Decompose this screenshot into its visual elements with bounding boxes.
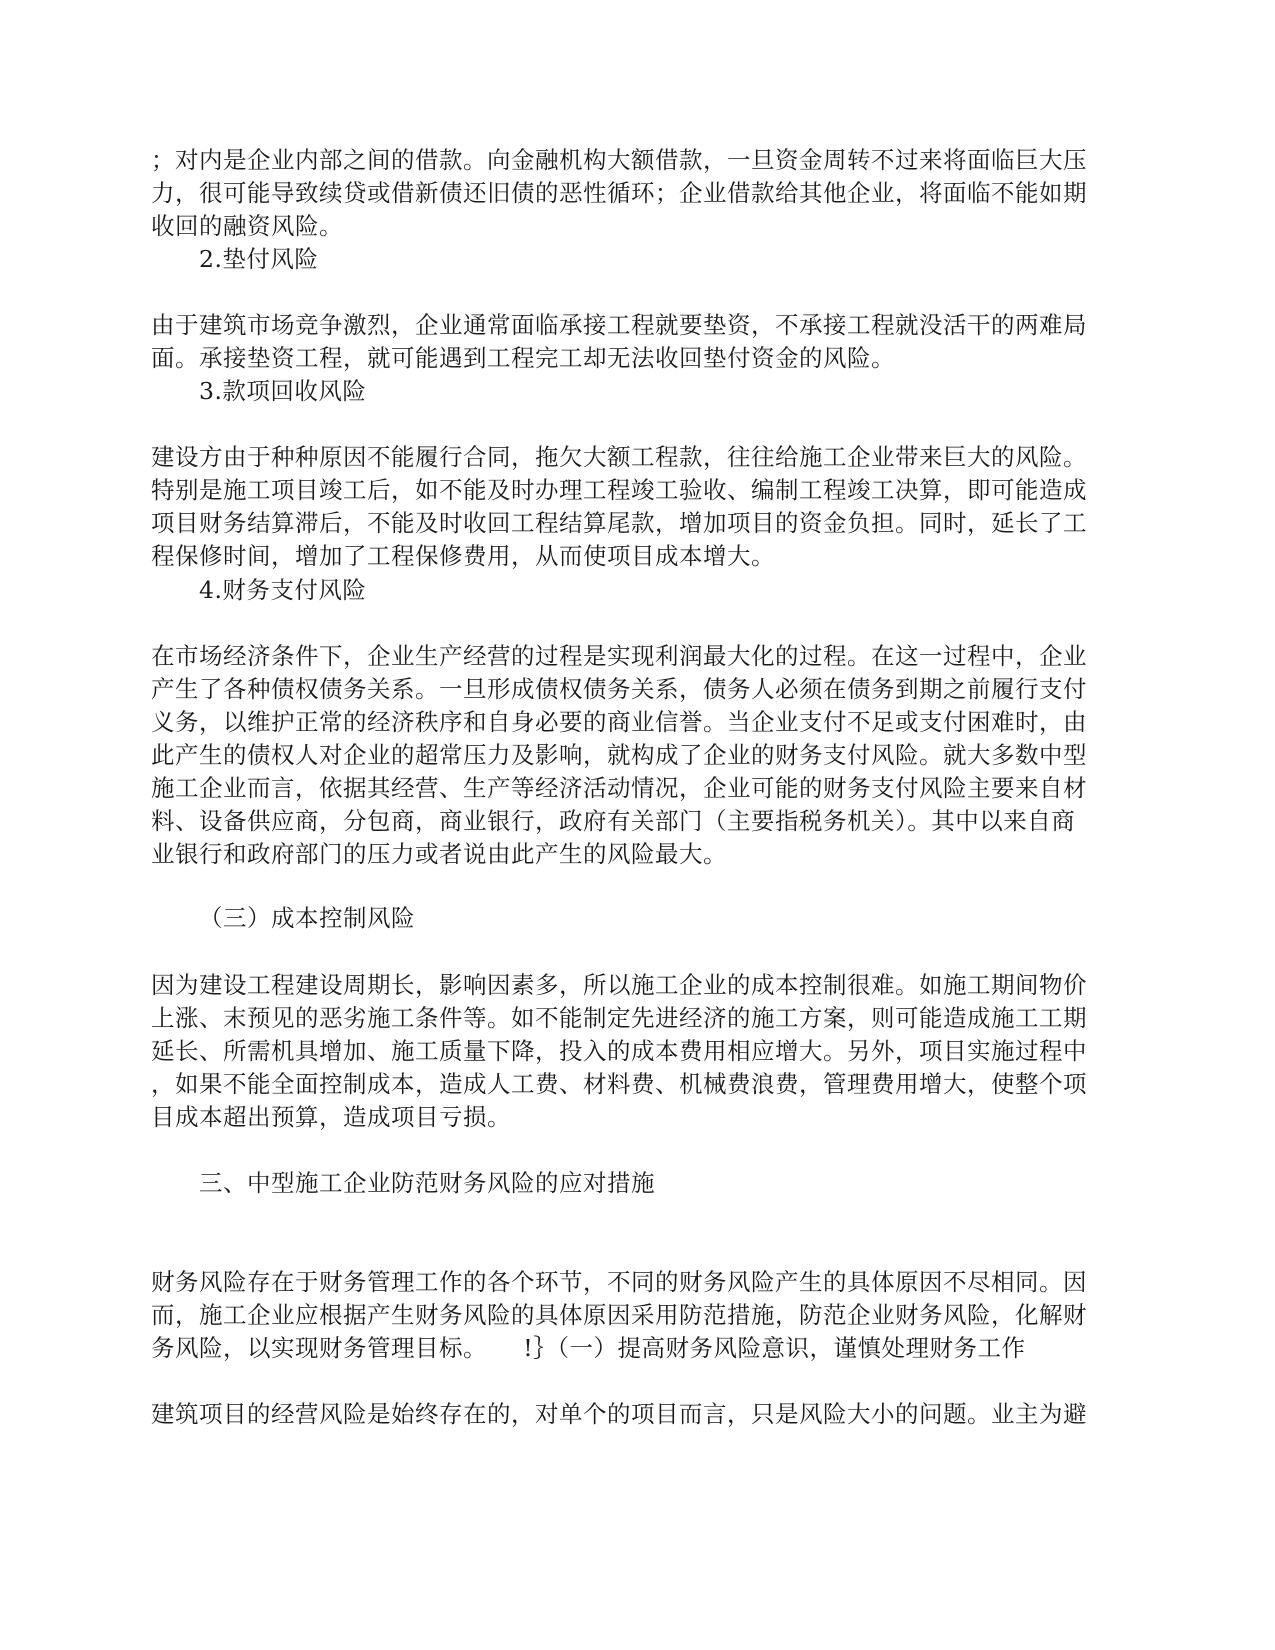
text-line: 延长、所需机具增加、施工质量下降，投入的成本费用相应增大。另外，项目实施过程中 <box>151 1037 1087 1065</box>
heading-payment-risk: 4.财务支付风险 <box>199 576 367 604</box>
paragraph-cost-control-risk <box>151 969 1131 1134</box>
text-line: 建设方由于种种原因不能履行合同，拖欠大额工程款，往往给施工企业带来巨大的风险。 <box>151 443 1087 471</box>
text-line: 特别是施工项目竣工后，如不能及时办理工程竣工验收、编制工程竣工决算，即可能造成 <box>151 476 1087 504</box>
paragraph-collection-risk <box>151 441 1131 573</box>
text-line: 此产生的债权人对企业的超常压力及影响，就构成了企业的财务支付风险。就大多数中型 <box>151 741 1087 769</box>
heading-section-countermeasures: 三、中型施工企业防范财务风险的应对措施 <box>199 1169 655 1197</box>
text-line: 建筑项目的经营风险是始终存在的，对单个的项目而言，只是风险大小的问题。业主为避 <box>151 1400 1087 1428</box>
paragraph-payment-risk <box>151 640 1131 871</box>
text-line: 力，很可能导致续贷或借新债还旧债的恶性循环；企业借款给其他企业，将面临不能如期 <box>151 179 1087 207</box>
heading-advance-payment-risk: 2.垫付风险 <box>199 245 319 273</box>
text-line: 面。承接垫资工程，就可能遇到工程完工却无法收回垫付资金的风险。 <box>151 344 895 372</box>
text-line: 项目财务结算滞后，不能及时收回工程结算尾款，增加项目的资金负担。同时，延长了工 <box>151 509 1087 537</box>
text-line: 收回的融资风险。 <box>151 212 343 240</box>
text-line: 产生了各种债权债务关系。一旦形成债权债务关系，债务人必须在债务到期之前履行支付 <box>151 675 1087 703</box>
text-line: 因为建设工程建设周期长，影响因素多，所以施工企业的成本控制很难。如施工期间物价 <box>151 971 1087 999</box>
text-line: 务风险，以实现财务管理目标。 !｝（一）提高财务风险意识，谨慎处理财务工作 <box>151 1334 1026 1362</box>
paragraph-financing-risk-continued <box>151 144 1131 243</box>
text-line: ，如果不能全面控制成本，造成人工费、材料费、机械费浪费，管理费用增大，使整个项 <box>151 1070 1087 1098</box>
text-line: 料、设备供应商，分包商，商业银行，政府有关部门（主要指税务机关）。其中以来自商 <box>151 807 1076 835</box>
text-line: 程保修时间，增加了工程保修费用，从而使项目成本增大。 <box>151 542 775 570</box>
paragraph-advance-payment-risk <box>151 309 1131 375</box>
heading-collection-risk: 3.款项回收风险 <box>199 377 367 405</box>
paragraph-countermeasures-intro <box>151 1266 1131 1365</box>
text-line: 财务风险存在于财务管理工作的各个环节，不同的财务风险产生的具体原因不尽相同。因 <box>151 1268 1087 1296</box>
text-line: 施工企业而言，依据其经营、生产等经济活动情况，企业可能的财务支付风险主要来自材 <box>151 774 1087 802</box>
text-line: 而，施工企业应根据产生财务风险的具体原因采用防范措施，防范企业财务风险，化解财 <box>151 1301 1087 1329</box>
heading-cost-control-risk: （三）成本控制风险 <box>199 904 415 932</box>
text-line: 上涨、末预见的恶劣施工条件等。如不能制定先进经济的施工方案，则可能造成施工工期 <box>151 1004 1087 1032</box>
text-line: ；对内是企业内部之间的借款。向金融机构大额借款，一旦资金周转不过来将面临巨大压 <box>151 146 1087 174</box>
text-line: 在市场经济条件下，企业生产经营的过程是实现利润最大化的过程。在这一过程中，企业 <box>151 642 1087 670</box>
paragraph-operating-risk <box>151 1398 1131 1431</box>
text-line: 目成本超出预算，造成项目亏损。 <box>151 1103 511 1131</box>
text-line: 义务，以维护正常的经济秩序和自身必要的商业信誉。当企业支付不足或支付困难时，由 <box>151 708 1087 736</box>
text-line: 由于建筑市场竞争激烈，企业通常面临承接工程就要垫资，不承接工程就没活干的两难局 <box>151 311 1087 339</box>
text-line: 业银行和政府部门的压力或者说由此产生的风险最大。 <box>151 840 727 868</box>
